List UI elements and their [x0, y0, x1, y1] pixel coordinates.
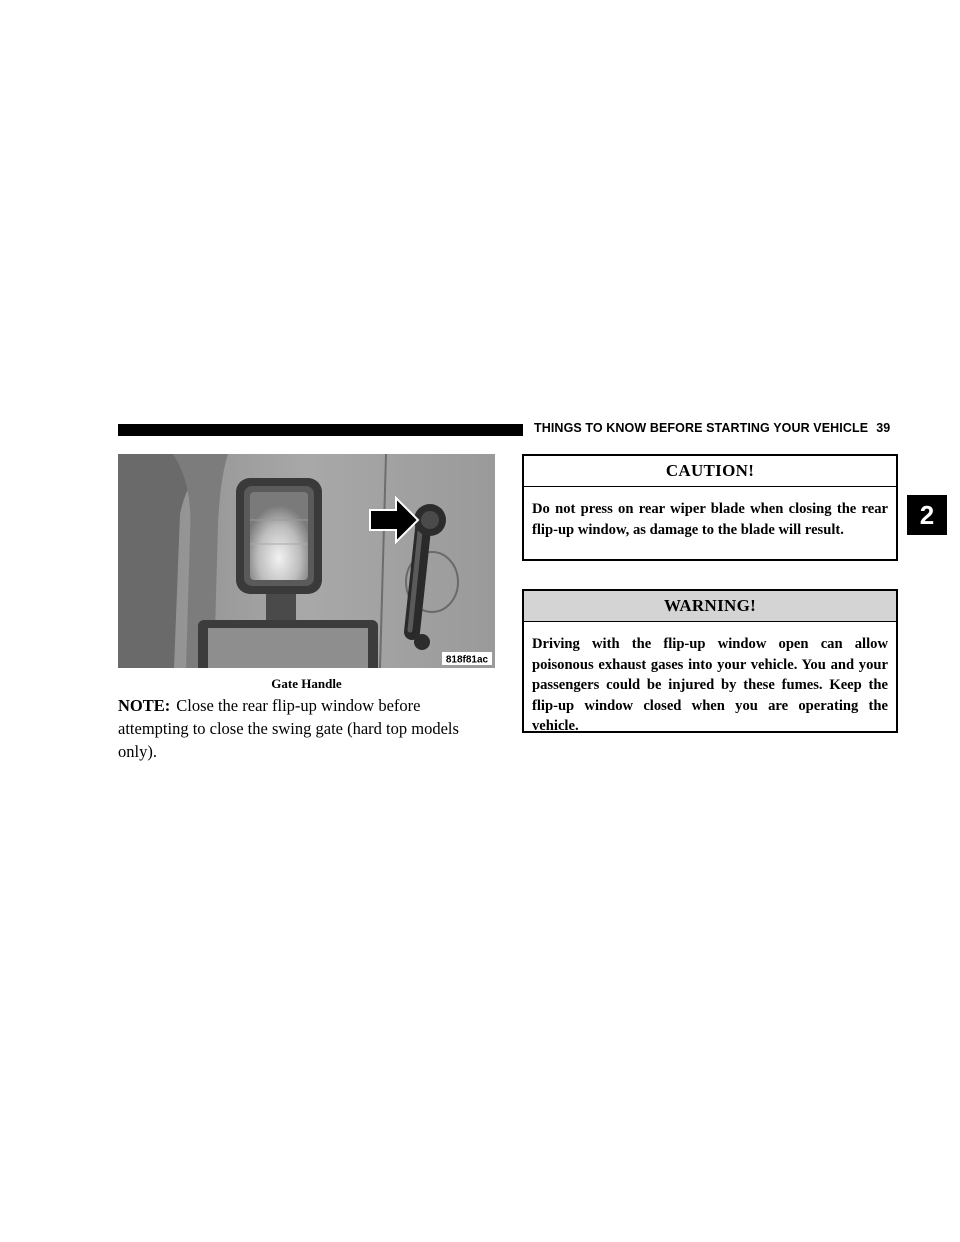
chapter-tab: 2: [907, 495, 947, 535]
figure-caption: Gate Handle: [271, 676, 342, 691]
warning-body: Driving with the flip-up window open can allow poisonous exhaust gases into your vehicle. You and your passengers could be injured by these fumes. Keep the flip-up window closed when you are operating the vehicle.: [532, 636, 888, 734]
section-title: THINGS TO KNOW BEFORE STARTING YOUR VEHICLE: [534, 421, 869, 435]
warning-box: [522, 589, 898, 733]
warning-title: WARNING!: [524, 591, 896, 622]
caution-body: Do not press on rear wiper blade when closing the rear flip-up window, as damage to the blade will result.: [532, 501, 888, 538]
note-label: NOTE:: [118, 696, 171, 715]
note-text: Close the rear flip-up window before attempting to close the swing gate (hard top models only).: [118, 696, 459, 761]
note-paragraph: [118, 694, 495, 763]
caution-box: [522, 454, 898, 561]
image-code: 818f81ac: [445, 654, 489, 666]
page-number: 39: [876, 421, 891, 435]
gate-handle-photo: [118, 454, 495, 668]
header-rule: [118, 424, 523, 436]
running-header: [534, 421, 890, 435]
caution-title: CAUTION!: [524, 456, 896, 487]
